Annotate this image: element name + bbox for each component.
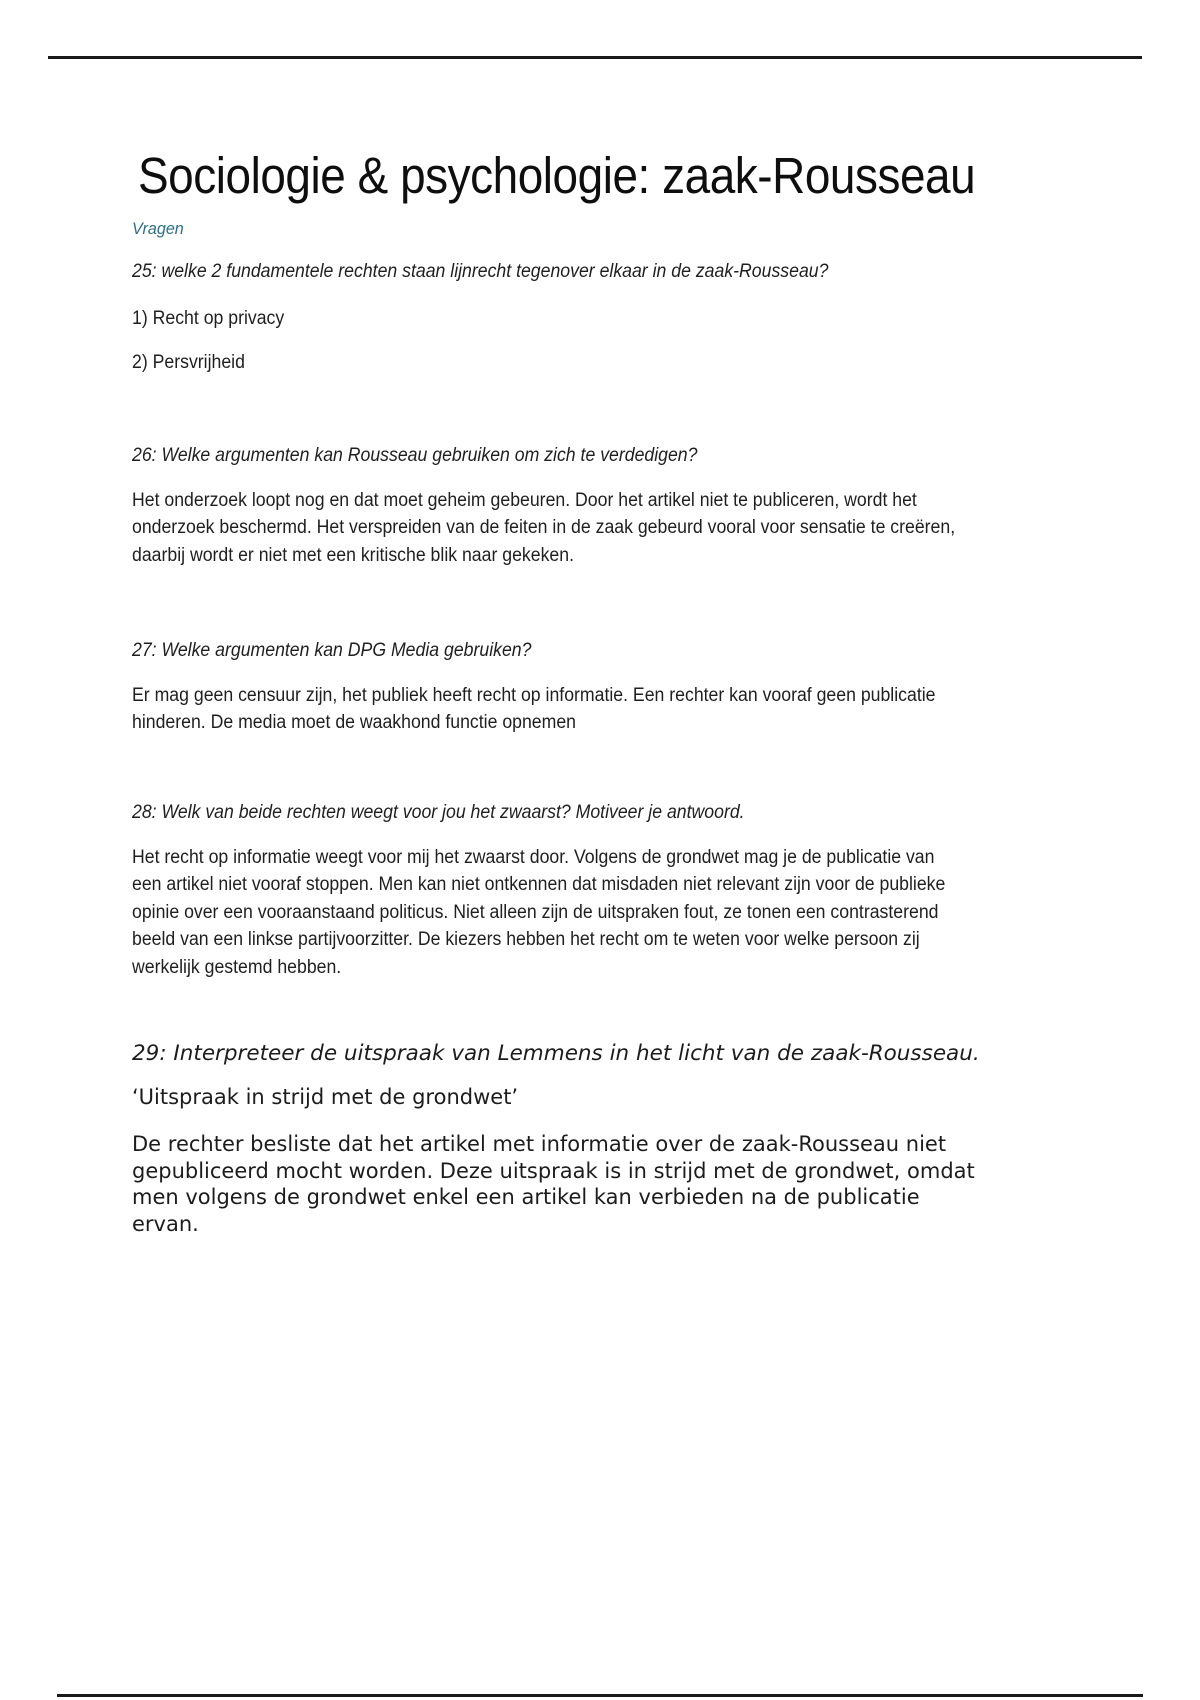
page-title: Sociologie & psychologie: zaak-Rousseau [138,147,976,204]
answer-27: Er mag geen censuur zijn, het publiek heeft recht op informatie. Een rechter kan vooraf geen publicatie hinderen. De media moet de waakhond functie opnemen [132,685,936,734]
answer-29: De rechter besliste dat het artikel met informatie over de zaak-Rousseau niet gepubliceerd mocht worden. Deze uitspraak is in strijd met de grondwet, omdat men volgens de grondwet enkel een artikel kan verbieden na de publicatie ervan. [132,1132,975,1236]
top-divider [48,56,1142,59]
answer-25-item-2: 2) Persvrijheid [132,352,245,373]
bottom-divider [57,1694,1143,1697]
answer-28: Het recht op informatie weegt voor mij het zwaarst door. Volgens de grondwet mag je de publicatie van een artikel niet vooraf stoppen. Men kan niet ontkennen dat misdaden niet relevant zijn voor de publieke opinie over een vooraanstaand politicus. Niet alleen zijn de uitspraken fout, ze tonen een contrasterend beeld van een linkse partijvoorzitter. De kiezers hebben het recht om te weten voor welke persoon zij werkelijk gestemd hebben. [132,847,946,978]
question-28: 28: Welk van beide rechten weegt voor jou het zwaarst? Motiveer je antwoord. [132,802,745,823]
answer-25-item-1: 1) Recht op privacy [132,308,285,329]
question-29: 29: Interpreteer de uitspraak van Lemmens in het licht van de zaak-Rousseau. [132,1041,980,1066]
answer-29-quote: ‘Uitspraak in strijd met de grondwet’ [132,1085,519,1109]
section-label-vragen: Vragen [132,219,184,238]
question-26: 26: Welke argumenten kan Rousseau gebruiken om zich te verdedigen? [132,445,698,466]
question-27: 27: Welke argumenten kan DPG Media gebruiken? [132,640,532,661]
question-25: 25: welke 2 fundamentele rechten staan lijnrecht tegenover elkaar in de zaak-Rousseau? [132,261,829,282]
answer-26: Het onderzoek loopt nog en dat moet geheim gebeuren. Door het artikel niet te publiceren, wordt het onderzoek beschermd. Het verspreiden van de feiten in de zaak gebeurd vooral voor sensatie te creëren, daarbij wordt er niet met een kritische blik naar gekeken. [132,490,956,566]
